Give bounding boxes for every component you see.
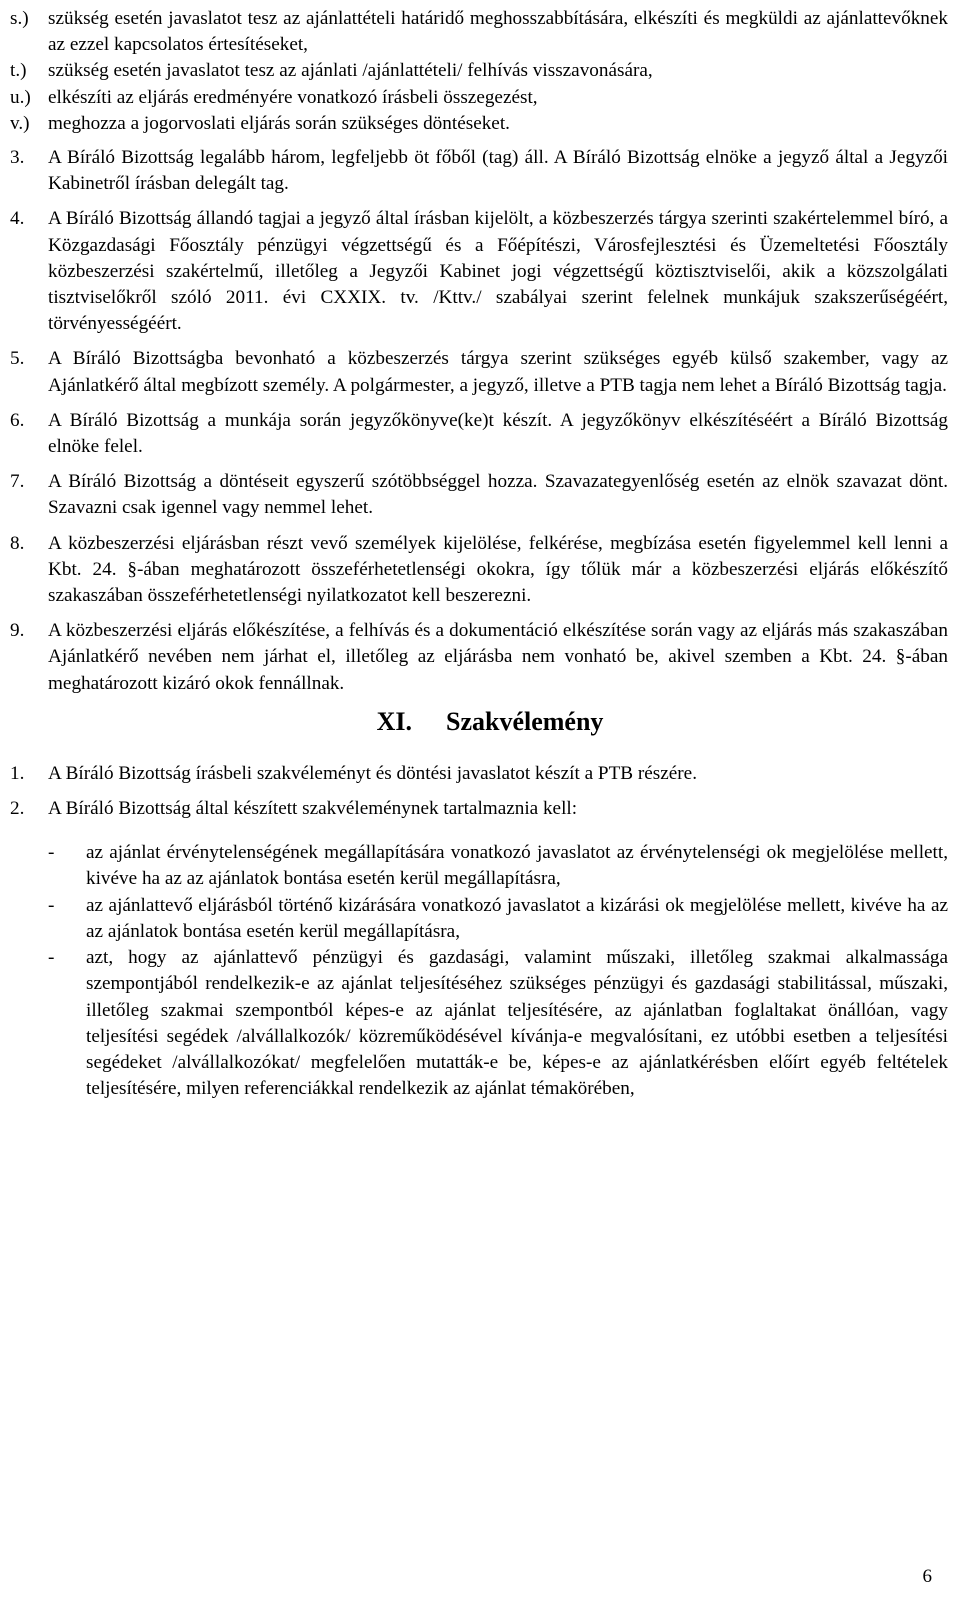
paragraph-5 (10, 346, 948, 398)
paragraph-number: 8. (10, 532, 25, 554)
dash-marker: - (48, 842, 55, 864)
list-marker: v.) (10, 112, 30, 134)
paragraph-number: 9. (10, 620, 25, 642)
list-item-u (10, 85, 948, 111)
paragraph-4 (10, 206, 948, 337)
list-item-t (10, 58, 948, 84)
list-item-text: szükség esetén javaslatot tesz az ajánlati /ajánlattételi/ felhívás visszavonására, (48, 60, 653, 82)
paragraph-text: A Bíráló Bizottság a döntéseit egyszerű szótöbbséggel hozza. Szavazategyenlőség esetén az elnök szavazat dönt. Szavazni csak igennel vagy nemmel lehet. (48, 471, 948, 519)
paragraph-text: A Bíráló Bizottság állandó tagjai a jegyző által írásban kijelölt, a közbeszerzés tárgya szerinti szakértelemmel bíró, a Közgazdasági Főosztály pénzügyi végzettségű és a Főépítészi, Városfejlesztési és Üzemeltetési Főosztály közbeszerzési szakértelmű, illetőleg a Jegyzői Kabinet jogi végzettségű köztisztviselői, akik a közszolgálati tisztviselőkről szóló 2011. évi CXXIX. tv. /Kttv./ szabályai szerint felelnek munkájuk szakszerűségéért, törvényességéért. (48, 208, 948, 335)
dash-list-item (48, 893, 948, 945)
paragraph-number: 2. (10, 798, 25, 820)
list-item-v (10, 111, 948, 137)
dash-list-item (48, 945, 948, 1102)
section-title: Szakvélemény (445, 706, 604, 736)
paragraph-6 (10, 408, 948, 460)
dash-marker: - (48, 894, 55, 916)
page-content (10, 6, 948, 1102)
dash-marker: - (48, 947, 55, 969)
paragraph-9 (10, 618, 948, 697)
paragraph-text: A közbeszerzési eljárásban részt vevő személyek kijelölése, felkérése, megbízása esetén figyelemmel kell lenni a Kbt. 24. §-ában meghatározott összeférhetetlenségi okokra, így tőlük már a közbeszerzési eljárás előkészítő szakaszában összeférhetetlenségi nyilatkozatot kell beszerezni. (48, 532, 948, 607)
paragraph-number: 7. (10, 471, 25, 493)
paragraph-8 (10, 531, 948, 610)
paragraph-number: 4. (10, 208, 25, 230)
paragraph-number: 6. (10, 409, 25, 431)
paragraph-text: A közbeszerzési eljárás előkészítése, a felhívás és a dokumentáció elkészítése során vagy az eljárás más szakaszában Ajánlatkérő nevében nem járhat el, illetőleg az eljárásba nem vonható be, akivel szemben a Kbt. 24. §-ában meghatározott kizáró okok fennállnak. (48, 620, 948, 694)
paragraph-number: 3. (10, 147, 25, 169)
dash-item-text: az ajánlattevő eljárásból történő kizárására vonatkozó javaslatot a kizárási ok megjelölése mellett, kivéve ha az az ajánlatok bontása esetén kerül megállapításra, (86, 894, 948, 942)
paragraph-number: 5. (10, 348, 25, 370)
dash-item-text: az ajánlat érvénytelenségének megállapítására vonatkozó javaslatot az érvénytelenségi ok megjelölése mellett, kivéve ha az az ajánlatok bontása esetén kerül megállapításra, (86, 842, 948, 890)
section-heading (10, 707, 930, 737)
list-item-text: elkészíti az eljárás eredményére vonatkozó írásbeli összegezést, (48, 86, 538, 108)
paragraph-text: A Bíráló Bizottság írásbeli szakvéleményt és döntési javaslatot készít a PTB részére. (48, 762, 697, 784)
paragraph-text: A Bíráló Bizottság legalább három, legfeljebb öt főből (tag) áll. A Bíráló Bizottság elnöke a jegyző által a Jegyzői Kabinetről írásban delegált tag. (48, 147, 948, 195)
paragraph-b1 (10, 761, 948, 787)
paragraph-b2 (10, 796, 948, 822)
paragraph-3 (10, 145, 948, 197)
dash-list-item (48, 840, 948, 892)
paragraph-text: A Bíráló Bizottság a munkája során jegyzőkönyve(ke)t készít. A jegyzőkönyv elkészítéséért a Bíráló Bizottság elnöke felel. (48, 409, 948, 458)
section-number: XI. (376, 706, 412, 736)
list-item-s (10, 6, 948, 58)
dash-item-text: azt, hogy az ajánlattevő pénzügyi és gazdasági, valamint műszaki, illetőleg szakmai alkalmassága szempontjából rendelkezik-e az ajánlat teljesítéséhez szükséges pénzügyi és gazdasági stabilitással, műszaki, illetőleg szakmai szempontból képes-e az ajánlat teljesítésére, az ajánlatban foglaltakat önállóan, vagy teljesítési segédek /alvállalkozók/ közreműködésével kívánja-e megvalósítani, ez utóbbi esetben a teljesítési segédeket /alvállalkozókat/ megfelelően mutatták-e be, képes-e az ajánlatkérésben előírt egyéb feltételek teljesítésére, milyen referenciákkal rendelkezik az ajánlat témakörében, (86, 947, 948, 1100)
paragraph-7 (10, 469, 948, 521)
paragraph-text: A Bíráló Bizottság által készített szakvéleménynek tartalmaznia kell: (48, 798, 578, 820)
list-item-text: szükség esetén javaslatot tesz az ajánlattételi határidő meghosszabbítására, elkészíti és megküldi az ajánlattevőknek az ezzel kapcsolatos értesítéseket, (48, 8, 948, 56)
list-item-text: meghozza a jogorvoslati eljárás során szükséges döntéseket. (48, 112, 510, 134)
page-number: 6 (922, 1566, 932, 1587)
paragraph-text: A Bíráló Bizottságba bevonható a közbeszerzés tárgya szerint szükséges egyéb külső szakember, vagy az Ajánlatkérő által megbízott személy. A polgármester, a jegyző, illetve a PTB tagja nem lehet a Bíráló Bizottság tagja. (48, 348, 948, 396)
list-marker: u.) (10, 86, 31, 108)
list-marker: s.) (10, 8, 29, 29)
paragraph-number: 1. (10, 762, 25, 784)
list-marker: t.) (10, 60, 27, 82)
